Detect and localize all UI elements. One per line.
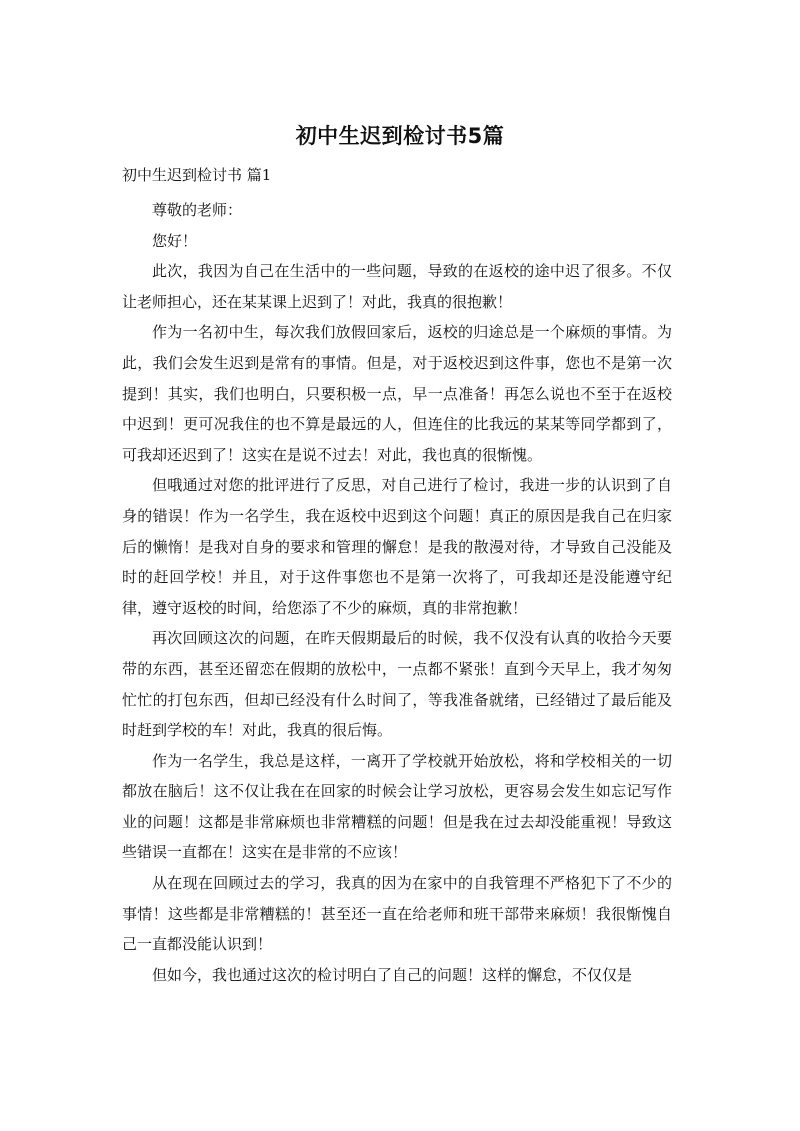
salutation: 尊敬的老师： [152, 201, 243, 219]
body-paragraph: 但哦通过对您的批评进行了反思，对自己进行了检讨，我进一步的认识到了自身的错误！作为一名学生，我在返校中迟到这个问题！真正的原因是我自己在归家后的懒惰！是我对自身的要求和管理的懈怠！是我的散漫对待，才导致自己没能及时的赶回学校！并且，对于这件事您也不是第一次将了，可我却还是没能遵守纪律，遵守返校的时间，给您添了不少的麻烦，真的非常抱歉！ [122, 476, 672, 617]
document-body [122, 195, 672, 990]
document-title: 初中生迟到检讨书5篇 [295, 124, 505, 148]
greeting: 您好！ [152, 231, 198, 250]
body-paragraph: 但如今，我也通过这次的检讨明白了自己的问题！这样的懈怠，不仅仅是 [152, 965, 633, 984]
body-paragraph: 作为一名学生，我总是这样，一离开了学校就开始放松，将和学校相关的一切都放在脑后！这不仅让我在在回家的时候会让学习放松，更容易会发生如忘记写作业的问题！这都是非常麻烦也非常糟糕的问题！但是我在过去却没能重视！导致这些错误一直都在！这实在是非常的不应该！ [122, 751, 672, 862]
section-heading: 初中生迟到检讨书 篇1 [122, 166, 272, 184]
body-paragraph: 再次回顾这次的问题，在昨天假期最后的时候，我不仅没有认真的收拾今天要带的东西，甚至还留恋在假期的放松中，一点都不紧张！直到今天早上，我才匆匆忙忙的打包东西，但却已经没有什么时间了，等我准备就绪，已经错过了最后能及时赶到学校的车！对此，我真的很后悔。 [122, 629, 672, 740]
body-paragraph: 从在现在回顾过去的学习，我真的因为在家中的自我管理不严格犯下了不少的事情！这些都是非常糟糕的！甚至还一直在给老师和班干部带来麻烦！我很惭愧自己一直都没能认识到！ [122, 874, 672, 954]
body-paragraph: 此次，我因为自己在生活中的一些问题，导致的在返校的途中迟了很多。不仅让老师担心，还在某某课上迟到了！对此，我真的很抱歉！ [122, 262, 672, 311]
body-paragraph: 作为一名初中生，每次我们放假回家后，返校的归途总是一个麻烦的事情。为此，我们会发生迟到是常有的事情。但是，对于返校迟到这件事，您也不是第一次提到！其实，我们也明白，只要积极一点，早一点准备！再怎么说也不至于在返校中迟到！更可况我住的也不算是最远的人，但连住的比我远的某某等同学都到了，可我却还迟到了！这实在是说不过去！对此，我也真的很惭愧。 [122, 323, 672, 464]
